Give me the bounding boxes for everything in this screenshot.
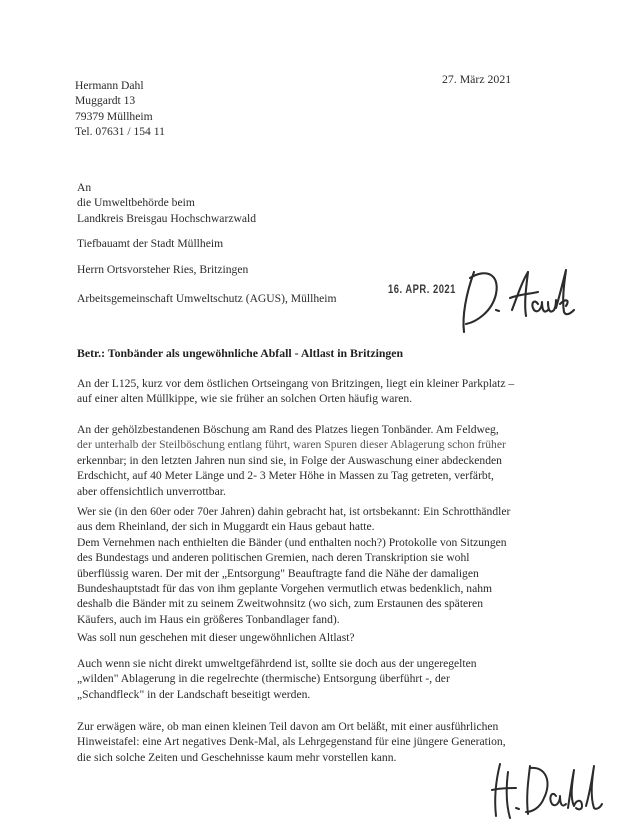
paragraph-line: Was soll nun geschehen mit dieser ungewöhnlichen Altlast? [77, 631, 355, 644]
letter-date: 27. März 2021 [442, 72, 512, 86]
paragraph-line: Hinweistafel: eine Art negatives Denk-Mal, als Lehrgegenstand für eine jüngere Generation, [77, 735, 506, 749]
sender-phone: Tel. 07631 / 154 11 [75, 125, 165, 139]
paragraph-origin [77, 504, 552, 627]
paragraph-line: Käufers, auch im Haus ein größeres Tonbandlager fand). [77, 612, 340, 626]
paragraph-line: aber offensichtlich unverrottbar. [77, 484, 226, 498]
sender-name: Hermann Dahl [75, 79, 144, 92]
paragraph-line: erkennbar; in den letzten Jahren nun sind sie, in Folge der Auswaschung einer abdeckenden [77, 453, 502, 467]
recipient-authority-line-2: Landkreis Breisgau Hochschwarzwald [77, 211, 256, 225]
sender-address [75, 78, 165, 140]
paragraph-disposal [77, 656, 552, 702]
paragraph-line: aus dem Rheinland, der sich in Muggardt ein Haus gebaut hatte. [77, 520, 375, 534]
paragraph-line: „Schandfleck" in der Landschaft beseitigt werden. [77, 687, 311, 701]
paragraph-line: „wilden" Ablagerung in die regelrechte (thermische) Entsorgung überführt -, der [77, 672, 450, 686]
paragraph-line: Erdschicht, auf 40 Meter Länge und 2- 3 Meter Höhe in Massen zu Tag getreten, verfärbt, [77, 469, 494, 483]
paragraph-line: der unterhalb der Steilböschung entlang führt, waren Spuren dieser Ablagerung schon früher [77, 438, 506, 452]
handwritten-signature-icon [456, 264, 580, 336]
paragraph-line: Wer sie (in den 60er oder 70er Jahren) dahin gebracht hat, ist ortsbekannt: Ein Schrotthändler [77, 505, 511, 518]
paragraph-location [77, 376, 552, 407]
recipient-authority-line-1: die Umweltbehörde beim [77, 196, 195, 210]
letter-subject: Betr.: Tonbänder als ungewöhnliche Abfall - Altlast in Britzingen [77, 346, 404, 360]
paragraph-line: auf einer alten Müllkippe, wie sie früher an solchen Orten häufig waren. [77, 392, 413, 406]
recipient-block [77, 180, 256, 226]
paragraph-line: An der L125, kurz vor dem östlichen Ortseingang von Britzingen, liegt ein kleiner Parkplatz – [77, 377, 515, 390]
paragraph-line: Auch wenn sie nicht direkt umweltgefährdend ist, sollte sie doch aus der ungeregelten [77, 657, 477, 670]
handwritten-signature-icon [486, 758, 604, 820]
recipient-association: Arbeitsgemeinschaft Umweltschutz (AGUS), Müllheim [77, 292, 337, 305]
paragraph-proposal [77, 719, 552, 765]
paragraph-tapes [77, 422, 552, 499]
paragraph-line: überflüssig waren. Der mit der „Entsorgung" Beauftragte fand die Nähe der damaligen [77, 566, 479, 580]
paragraph-line: deshalb die Bänder mit zu seinem Zweitwohnsitz (wo sich, zum Erstaunen des späteren [77, 597, 483, 611]
received-date-stamp: 16. APR. 2021 [388, 284, 456, 296]
paragraph-line: die sich solche Zeiten und Geschehnisse kaum mehr vorstellen kann. [77, 750, 397, 764]
paragraph-line: An der gehölzbestandenen Böschung am Rand des Platzes liegen Tonbänder. Am Feldweg, [77, 423, 499, 436]
paragraph-line: Dem Vernehmen nach enthielten die Bänder (und enthalten noch?) Protokolle von Sitzungen [77, 535, 507, 549]
recipient-office: Tiefbauamt der Stadt Müllheim [77, 237, 224, 250]
sender-street: Muggardt 13 [75, 94, 136, 108]
paragraph-line: Zur erwägen wäre, ob man einen kleinen Teil davon am Ort beläßt, mit einer ausführlichen [77, 720, 499, 733]
recipient-an: An [77, 181, 92, 194]
sender-city: 79379 Müllheim [75, 109, 153, 123]
paragraph-question [77, 630, 552, 645]
recipient-official: Herrn Ortsvorsteher Ries, Britzingen [77, 263, 249, 276]
paragraph-line: Bundeshauptstadt für das von ihm geplante Vorgehen vermutlich etwas bedenklich, nahm [77, 582, 493, 596]
paragraph-line: des Bundestags und anderen politischen Gremien, nach deren Transkription sie wohl [77, 551, 470, 565]
